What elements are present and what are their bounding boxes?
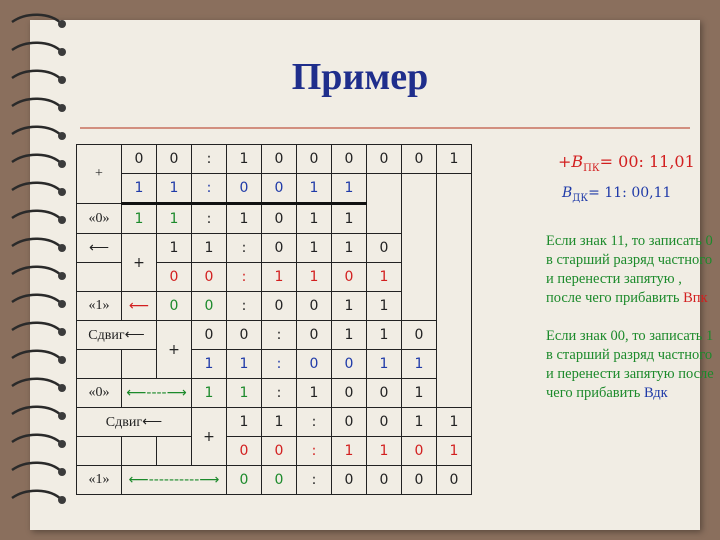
digit-cell: 1 <box>367 350 402 379</box>
formula-value: = 00: 11,01 <box>599 152 695 171</box>
digit-cell: 0 <box>402 145 437 174</box>
plus-sign-cell: + <box>157 321 192 379</box>
empty-cell <box>402 174 437 204</box>
digit-cell: 0 <box>262 145 297 174</box>
digit-cell: 0 <box>192 263 227 292</box>
digit-cell: 1 <box>297 263 332 292</box>
digit-cell: 0 <box>157 145 192 174</box>
empty-cell <box>437 379 472 408</box>
digit-cell: 0 <box>332 408 367 437</box>
table-row <box>77 321 472 350</box>
empty-cell <box>437 263 472 292</box>
digit-cell: 1 <box>227 408 262 437</box>
quotient-label: «0» <box>77 204 122 234</box>
rule-text: Если знак 00, то записать 1 в старший разряд частного и перенести запятую после чего прибавить <box>546 328 714 401</box>
table-row <box>77 174 472 204</box>
shift-arrow-icon: ⟵ <box>88 240 110 256</box>
plus-sign-cell: + <box>122 234 157 292</box>
formula-b-dk <box>562 185 671 204</box>
digit-cell: 1 <box>227 350 262 379</box>
plus-sign-cell: + <box>192 408 227 466</box>
digit-cell: 1 <box>332 204 367 234</box>
digit-cell: : <box>297 437 332 466</box>
formula-subscript: ДК <box>572 192 589 204</box>
empty-cell <box>437 204 472 234</box>
digit-cell: 0 <box>227 437 262 466</box>
left-arrow-icon: ⟵ <box>126 385 147 401</box>
digit-cell: 1 <box>437 437 472 466</box>
digit-cell: 1 <box>332 174 367 204</box>
digit-cell: : <box>297 408 332 437</box>
digit-cell: 1 <box>297 379 332 408</box>
explanation-text <box>546 232 716 422</box>
table-row <box>77 466 472 495</box>
digit-cell: 1 <box>297 204 332 234</box>
digit-cell: : <box>192 204 227 234</box>
digit-cell: : <box>227 234 262 263</box>
digit-cell: 0 <box>297 321 332 350</box>
digit-cell: 1 <box>157 204 192 234</box>
digit-cell: 1 <box>367 263 402 292</box>
empty-cell <box>157 437 192 466</box>
digit-cell: 1 <box>367 292 402 321</box>
shift-arrow-cell <box>77 234 122 263</box>
digit-cell: : <box>262 321 297 350</box>
rule-text: Если знак 11, то записать 0 в старший разряд частного и перенести запятую , после чего прибавить <box>546 233 713 306</box>
digit-cell: 0 <box>332 466 367 495</box>
formula-value: = 11: 00,11 <box>588 185 672 201</box>
empty-cell <box>402 292 437 321</box>
empty-cell <box>402 234 437 263</box>
digit-cell: 1 <box>227 145 262 174</box>
digit-cell: 0 <box>192 292 227 321</box>
digit-cell: 1 <box>437 408 472 437</box>
right-arrow-icon: ⟶ <box>199 472 220 488</box>
digit-cell: 0 <box>332 145 367 174</box>
quotient-label: «1» <box>77 292 122 321</box>
digit-cell: 1 <box>192 234 227 263</box>
digit-cell: : <box>262 350 297 379</box>
arrow-dashes: ---- <box>146 385 167 401</box>
digit-cell: 0 <box>402 437 437 466</box>
digit-cell: 0 <box>122 145 157 174</box>
digit-cell: 1 <box>367 321 402 350</box>
digit-cell: 0 <box>367 234 402 263</box>
empty-cell <box>437 292 472 321</box>
digit-cell: 1 <box>297 234 332 263</box>
table-row <box>77 145 472 174</box>
quotient-label: «1» <box>77 466 122 495</box>
empty-cell <box>402 263 437 292</box>
digit-cell: 1 <box>192 350 227 379</box>
digit-cell: 1 <box>227 379 262 408</box>
empty-cell <box>402 204 437 234</box>
row-sign-cell: + <box>77 145 122 204</box>
digit-cell: 0 <box>262 234 297 263</box>
digit-cell: 0 <box>262 292 297 321</box>
digit-cell: 1 <box>227 204 262 234</box>
digit-cell: 1 <box>332 292 367 321</box>
digit-cell: 1 <box>122 204 157 234</box>
digit-cell: 0 <box>297 292 332 321</box>
digit-cell: 0 <box>402 466 437 495</box>
digit-cell: 1 <box>262 408 297 437</box>
digit-cell: : <box>262 379 297 408</box>
right-arrow-icon: ⟶ <box>166 385 187 401</box>
digit-cell: : <box>192 145 227 174</box>
rule-sign-00 <box>546 327 716 403</box>
empty-cell <box>367 174 402 204</box>
shift-arrow-icon: ⟵ <box>124 327 145 343</box>
digit-cell: 0 <box>262 204 297 234</box>
shift-text: Сдвиг <box>88 327 125 343</box>
division-table <box>76 144 472 495</box>
digit-cell: 1 <box>332 321 367 350</box>
digit-cell: 1 <box>192 379 227 408</box>
digit-cell: 0 <box>332 263 367 292</box>
quotient-label: «0» <box>77 379 122 408</box>
left-arrow-icon: ⟵ <box>128 472 149 488</box>
digit-cell: 0 <box>192 321 227 350</box>
empty-cell <box>122 437 157 466</box>
digit-cell: : <box>227 292 262 321</box>
empty-cell <box>77 263 122 292</box>
digit-cell: 1 <box>332 437 367 466</box>
digit-cell: 0 <box>332 350 367 379</box>
table-row <box>77 350 472 379</box>
shift-label <box>77 408 192 437</box>
digit-cell: 0 <box>437 466 472 495</box>
digit-cell: 1 <box>157 174 192 204</box>
digit-cell: 0 <box>227 466 262 495</box>
formula-variable: B <box>571 152 584 171</box>
shift-arrow-icon: ⟵ <box>128 298 150 314</box>
digit-cell: 0 <box>297 350 332 379</box>
formula-prefix: + <box>558 152 572 171</box>
title-divider <box>80 127 690 129</box>
arrow-dashes: ---------- <box>148 472 200 488</box>
digit-cell: 0 <box>367 408 402 437</box>
digit-cell: 0 <box>262 437 297 466</box>
digit-cell: 1 <box>157 234 192 263</box>
shift-arrow-cell <box>122 292 157 321</box>
formula-b-pk <box>558 152 695 174</box>
shift-label <box>77 321 157 350</box>
rule-highlight: Вдк <box>643 385 668 401</box>
shift-text: Сдвиг <box>105 414 143 430</box>
digit-cell: : <box>192 174 227 204</box>
digit-cell: 1 <box>402 379 437 408</box>
digit-cell: 0 <box>367 145 402 174</box>
digit-cell: : <box>297 466 332 495</box>
empty-cell <box>77 437 122 466</box>
digit-cell: 0 <box>367 466 402 495</box>
digit-cell: : <box>227 263 262 292</box>
digit-cell: 1 <box>437 145 472 174</box>
slide-title: Пример <box>291 56 429 98</box>
shift-arrow-cell <box>122 466 227 495</box>
digit-cell: 1 <box>402 350 437 379</box>
empty-cell <box>437 350 472 379</box>
empty-cell <box>437 174 472 204</box>
table-row <box>77 437 472 466</box>
empty-cell <box>437 321 472 350</box>
digit-cell: 1 <box>297 174 332 204</box>
digit-cell: 0 <box>227 174 262 204</box>
digit-cell: 0 <box>262 174 297 204</box>
shift-arrow-icon: ⟵ <box>142 414 163 430</box>
digit-cell: 0 <box>262 466 297 495</box>
digit-cell: 1 <box>262 263 297 292</box>
table-row <box>77 292 472 321</box>
table-row <box>77 204 472 234</box>
table-row <box>77 234 472 263</box>
digit-cell: 0 <box>297 145 332 174</box>
rule-sign-11 <box>546 232 716 308</box>
digit-cell: 1 <box>122 174 157 204</box>
digit-cell: 0 <box>332 379 367 408</box>
digit-cell: 0 <box>367 379 402 408</box>
empty-cell <box>437 234 472 263</box>
table-row <box>77 379 472 408</box>
digit-cell: 0 <box>227 321 262 350</box>
shift-arrow-cell <box>122 379 192 408</box>
digit-cell: 0 <box>157 292 192 321</box>
digit-cell: 0 <box>157 263 192 292</box>
digit-cell: 1 <box>332 234 367 263</box>
digit-cell: 1 <box>402 408 437 437</box>
empty-cell <box>122 350 157 379</box>
empty-cell <box>77 350 122 379</box>
digit-cell: 0 <box>402 321 437 350</box>
formula-variable: B <box>562 185 573 201</box>
empty-cell <box>367 204 402 234</box>
rule-highlight: Впк <box>683 290 708 306</box>
digit-cell: 1 <box>367 437 402 466</box>
table-row <box>77 408 472 437</box>
formula-subscript: ПК <box>583 163 600 175</box>
